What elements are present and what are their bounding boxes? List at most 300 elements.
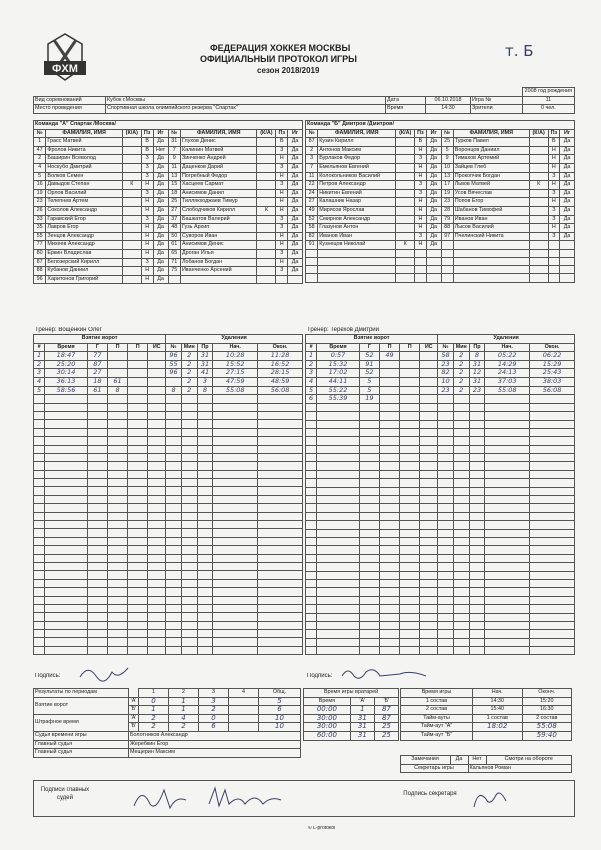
roster-cell bbox=[122, 267, 141, 276]
goal-cell bbox=[420, 369, 438, 378]
roster-cell bbox=[396, 155, 415, 164]
pen-cell bbox=[213, 579, 258, 587]
goal-cell bbox=[148, 646, 166, 654]
pen-cell bbox=[485, 403, 530, 411]
pen-cell bbox=[469, 554, 485, 562]
pen-cell bbox=[181, 529, 197, 537]
goal-cell bbox=[379, 596, 399, 604]
pen-cell: 31 bbox=[197, 360, 213, 369]
roster-cell: Н bbox=[415, 241, 427, 250]
roster-row bbox=[34, 163, 303, 172]
goal-cell: 87 bbox=[87, 360, 107, 369]
goal-cell bbox=[45, 445, 88, 453]
event-row bbox=[306, 445, 575, 453]
pen-cell bbox=[213, 437, 258, 445]
pen-cell bbox=[469, 647, 485, 655]
goal-cell bbox=[379, 546, 399, 554]
roster-cell: З bbox=[276, 215, 288, 224]
goal-cell bbox=[359, 647, 379, 655]
pen-b-total: 10 bbox=[259, 723, 301, 732]
roster-row bbox=[306, 258, 575, 266]
goal-cell bbox=[128, 546, 148, 554]
goal-cell bbox=[45, 403, 88, 411]
pen-cell: 06:22 bbox=[530, 352, 575, 361]
goal-cell: 55:39 bbox=[317, 395, 360, 404]
pen-cell bbox=[469, 571, 485, 579]
goal-cell bbox=[148, 521, 166, 529]
pen-cell: 2 bbox=[181, 360, 197, 369]
goal-cell bbox=[420, 428, 438, 436]
roster-cell bbox=[426, 266, 441, 274]
goal-cell bbox=[306, 563, 317, 571]
gt-label: Время игры bbox=[401, 689, 473, 698]
pen-col-header: Окон. bbox=[258, 343, 303, 352]
pen-cell bbox=[258, 571, 303, 579]
pen-cell bbox=[197, 512, 213, 520]
game-label: Игра № bbox=[471, 96, 523, 105]
goal-cell bbox=[148, 479, 166, 487]
roster-cell bbox=[529, 163, 548, 172]
roster-cell: Н bbox=[415, 215, 427, 224]
goal-cell bbox=[128, 588, 148, 596]
goal-cell bbox=[379, 621, 399, 629]
goal-cell bbox=[34, 646, 45, 654]
roster-cell: Н bbox=[548, 155, 560, 164]
roster-cell bbox=[529, 241, 548, 250]
signature-chief-1 bbox=[130, 782, 190, 814]
roster-cell: Да bbox=[426, 146, 441, 155]
pen-cell bbox=[213, 521, 258, 529]
goal-cell bbox=[45, 621, 88, 629]
event-row bbox=[306, 621, 575, 629]
goal-cell bbox=[107, 596, 127, 604]
goal-cell bbox=[400, 521, 420, 529]
goal-col-header: Время bbox=[45, 343, 88, 352]
roster-cell bbox=[257, 267, 276, 276]
pen-cell bbox=[197, 445, 213, 453]
pen-cell bbox=[166, 512, 182, 520]
goal-cell bbox=[420, 554, 438, 562]
roster-cell: Н bbox=[141, 241, 153, 250]
goal-cell: 5 bbox=[359, 377, 379, 386]
pen-cell: 12 bbox=[469, 369, 485, 378]
goal-cell bbox=[128, 630, 148, 638]
goal-cell bbox=[45, 462, 88, 470]
goal-col-header: Г bbox=[87, 343, 107, 352]
roster-cell bbox=[548, 274, 560, 282]
pen-cell bbox=[469, 445, 485, 453]
roster-cell: 17 bbox=[441, 181, 453, 190]
roster-cell: Тимахов Артемий bbox=[453, 155, 529, 164]
pen-cell bbox=[453, 605, 469, 613]
pen-cell: 8 bbox=[197, 386, 213, 395]
pen-cell bbox=[469, 420, 485, 428]
event-row bbox=[34, 646, 303, 654]
pen-cell: 58 bbox=[438, 352, 454, 361]
goal-cell bbox=[400, 563, 420, 571]
roster-cell: Н bbox=[415, 198, 427, 207]
pen-cell bbox=[258, 621, 303, 629]
chief-label-1: Главный судья bbox=[34, 740, 129, 749]
event-row bbox=[34, 546, 303, 554]
goal-cell bbox=[87, 470, 107, 478]
roster-cell: В bbox=[548, 138, 560, 147]
goal-cell bbox=[45, 428, 88, 436]
pen-cell bbox=[213, 495, 258, 503]
roster-cell: 77 bbox=[34, 241, 46, 250]
pen-cell bbox=[438, 412, 454, 420]
roster-cell bbox=[529, 138, 548, 147]
coach-b: Тренер: Терехов Дмитрий bbox=[307, 327, 379, 333]
gk-cell: 87 bbox=[374, 706, 398, 715]
roster-cell: Да bbox=[560, 206, 575, 215]
pen-cell bbox=[258, 420, 303, 428]
goal-cell bbox=[128, 571, 148, 579]
pen-cell bbox=[530, 420, 575, 428]
event-row bbox=[34, 462, 303, 470]
goal-cell bbox=[359, 554, 379, 562]
pen-cell bbox=[469, 613, 485, 621]
event-row bbox=[34, 411, 303, 419]
roster-cell bbox=[441, 241, 453, 250]
goal-cell bbox=[148, 470, 166, 478]
col-header: (К/А) bbox=[257, 129, 276, 138]
pen-cell bbox=[530, 428, 575, 436]
goal-cell bbox=[87, 596, 107, 604]
roster-cell bbox=[122, 155, 141, 164]
gk-cell: 00:00 bbox=[304, 706, 351, 715]
pen-cell: 27:15 bbox=[213, 369, 258, 378]
goal-cell bbox=[420, 596, 438, 604]
goal-cell bbox=[317, 596, 360, 604]
goal-cell bbox=[359, 521, 379, 529]
roster-row bbox=[306, 249, 575, 257]
pen-cell: 56:08 bbox=[258, 386, 303, 395]
goals-label: Взятие ворот bbox=[34, 335, 166, 344]
goal-cell bbox=[400, 437, 420, 445]
pen-cell bbox=[438, 403, 454, 411]
goal-cell bbox=[34, 437, 45, 445]
gk-cell: 31 bbox=[350, 731, 374, 740]
roster-cell bbox=[529, 258, 548, 266]
goal-cell bbox=[148, 411, 166, 419]
goal-cell bbox=[379, 647, 399, 655]
goal-cell bbox=[34, 596, 45, 604]
roster-cell bbox=[441, 249, 453, 257]
roster-cell: Гузь Архип bbox=[180, 224, 257, 233]
date-label: Дата bbox=[386, 96, 426, 105]
gk-cell: 1 bbox=[350, 706, 374, 715]
roster-cell: З bbox=[141, 172, 153, 181]
roster-cell bbox=[122, 206, 141, 215]
goal-cell bbox=[420, 403, 438, 411]
event-row bbox=[34, 386, 303, 395]
pen-cell bbox=[197, 621, 213, 629]
pen-cell bbox=[258, 546, 303, 554]
pen-cell bbox=[469, 395, 485, 404]
pen-cell: 2 bbox=[453, 352, 469, 361]
pen-cell bbox=[469, 638, 485, 646]
pen-cell: 8 bbox=[469, 352, 485, 361]
pen-cell bbox=[166, 495, 182, 503]
timeout-a-label: Тайм-аут "А" bbox=[401, 723, 473, 732]
pen-cell bbox=[453, 546, 469, 554]
goal-col-header: Время bbox=[317, 343, 360, 352]
roster-cell bbox=[453, 274, 529, 282]
roster-cell: Н bbox=[276, 172, 288, 181]
event-row bbox=[34, 470, 303, 478]
roster-row bbox=[306, 266, 575, 274]
roster-cell: 7 bbox=[306, 163, 318, 172]
remarks-yes: Да bbox=[450, 756, 468, 765]
roster-row bbox=[34, 215, 303, 224]
pen-cell bbox=[213, 613, 258, 621]
roster-row bbox=[306, 181, 575, 190]
gk-cell: 30:00 bbox=[304, 714, 351, 723]
pen-cell bbox=[258, 521, 303, 529]
pen-cell bbox=[166, 445, 182, 453]
goal-cell: 36:13 bbox=[45, 377, 88, 386]
pen-cell: 48:59 bbox=[258, 377, 303, 386]
goal-cell bbox=[107, 546, 127, 554]
goal-cell bbox=[379, 462, 399, 470]
pen-cell bbox=[181, 411, 197, 419]
roster-cell: Да bbox=[560, 232, 575, 241]
pen-cell: 2 bbox=[453, 369, 469, 378]
roster-cell bbox=[257, 155, 276, 164]
col-header: ФАМИЛИЯ, ИМЯ bbox=[318, 129, 396, 138]
pen-cell bbox=[258, 646, 303, 654]
goal-cell bbox=[45, 554, 88, 562]
goal-cell bbox=[306, 445, 317, 453]
roster-cell: Пчелинский Никита bbox=[453, 232, 529, 241]
roster-cell bbox=[529, 198, 548, 207]
pen-cell bbox=[530, 437, 575, 445]
goal-cell bbox=[379, 377, 399, 386]
pen-cell bbox=[197, 579, 213, 587]
pen-cell: 2 bbox=[453, 386, 469, 395]
goal-cell bbox=[379, 412, 399, 420]
goal-cell bbox=[107, 613, 127, 621]
col-header: Пз bbox=[141, 129, 153, 138]
fhm-logo bbox=[36, 28, 94, 86]
goal-cell bbox=[306, 470, 317, 478]
event-row bbox=[306, 403, 575, 411]
coach-a: Тренер: Вощенкин Олег bbox=[35, 327, 102, 333]
pen-cell bbox=[485, 613, 530, 621]
goal-cell bbox=[379, 470, 399, 478]
roster-row bbox=[306, 138, 575, 147]
goal-cell bbox=[45, 395, 88, 403]
goal-cell bbox=[359, 638, 379, 646]
goal-cell bbox=[317, 588, 360, 596]
pen-cell bbox=[453, 588, 469, 596]
roster-cell: К bbox=[257, 206, 276, 215]
roster-cell: Анисимов Денис bbox=[180, 241, 257, 250]
pen-cell bbox=[197, 604, 213, 612]
goal-cell bbox=[87, 487, 107, 495]
roster-cell: Н bbox=[548, 163, 560, 172]
roster-cell: 47 bbox=[34, 146, 46, 155]
pen-cell bbox=[181, 420, 197, 428]
pen-cell bbox=[197, 571, 213, 579]
goal-cell bbox=[45, 479, 88, 487]
pen-cell bbox=[213, 546, 258, 554]
pen-cell bbox=[453, 412, 469, 420]
roster-cell: Башкатов Валерий bbox=[180, 215, 257, 224]
roster-cell: З bbox=[415, 232, 427, 241]
events-team-a bbox=[33, 334, 303, 655]
goal-cell bbox=[148, 604, 166, 612]
goal-cell bbox=[420, 512, 438, 520]
event-row bbox=[34, 479, 303, 487]
goal-cell bbox=[400, 487, 420, 495]
roster-cell: Н bbox=[141, 249, 153, 258]
roster-cell bbox=[396, 138, 415, 147]
goal-cell bbox=[45, 588, 88, 596]
goal-cell bbox=[107, 529, 127, 537]
signature-secretary bbox=[470, 785, 510, 813]
roster-cell: Петров Александр bbox=[318, 181, 396, 190]
roster-cell: Н bbox=[415, 146, 427, 155]
pen-cell bbox=[166, 521, 182, 529]
roster-cell: Н bbox=[415, 206, 427, 215]
pen-cell bbox=[258, 588, 303, 596]
pen-cell bbox=[166, 554, 182, 562]
roster-cell bbox=[257, 258, 276, 267]
goal-cell bbox=[34, 411, 45, 419]
roster-cell: Даценков Дарий bbox=[180, 163, 257, 172]
goal-cell bbox=[420, 437, 438, 445]
goal-cell bbox=[87, 588, 107, 596]
goal-cell bbox=[359, 437, 379, 445]
pen-cell bbox=[453, 454, 469, 462]
period-results bbox=[33, 688, 301, 758]
goal-cell bbox=[379, 403, 399, 411]
goal-cell bbox=[128, 638, 148, 646]
goal-cell bbox=[400, 596, 420, 604]
roster-cell: З bbox=[276, 267, 288, 276]
goal-cell bbox=[107, 462, 127, 470]
goal-cell: 61 bbox=[87, 386, 107, 395]
pen-cell bbox=[213, 638, 258, 646]
pen-cell bbox=[469, 496, 485, 504]
goal-cell bbox=[107, 571, 127, 579]
sud-time-label: Судья времени игры bbox=[34, 731, 129, 740]
pen-cell: 15:52 bbox=[213, 360, 258, 369]
goal-cell bbox=[306, 512, 317, 520]
goal-cell: 1 bbox=[34, 352, 45, 361]
pen-cell bbox=[166, 420, 182, 428]
goal-cell bbox=[400, 420, 420, 428]
pen-cell bbox=[469, 403, 485, 411]
pen-cell bbox=[438, 512, 454, 520]
goal-cell bbox=[359, 613, 379, 621]
goal-cell bbox=[359, 454, 379, 462]
remarks-label: Замечания bbox=[400, 756, 450, 765]
roster-row bbox=[306, 155, 575, 164]
roster-cell: Суворов Иван bbox=[180, 232, 257, 241]
pen-cell bbox=[166, 395, 182, 403]
pen-cell: 2 bbox=[181, 386, 197, 395]
event-row bbox=[306, 630, 575, 638]
roster-cell: Н bbox=[276, 241, 288, 250]
pen-cell bbox=[197, 437, 213, 445]
goal-cell: 3 bbox=[34, 369, 45, 378]
event-row bbox=[34, 437, 303, 445]
goal-cell bbox=[45, 537, 88, 545]
goal-cell bbox=[128, 487, 148, 495]
comp-label: Вид соревнований bbox=[34, 96, 106, 105]
roster-cell bbox=[306, 258, 318, 266]
roster-cell bbox=[560, 241, 575, 250]
roster-cell: Да bbox=[288, 215, 303, 224]
col-header: № bbox=[34, 129, 46, 138]
goal-cell bbox=[87, 646, 107, 654]
gt-start: 15:40 bbox=[473, 706, 523, 715]
col-header: (К/А) bbox=[122, 129, 141, 138]
pen-cell bbox=[258, 395, 303, 403]
roster-cell bbox=[529, 266, 548, 274]
roster-cell: З bbox=[276, 249, 288, 258]
pen-cell: 16:52 bbox=[258, 360, 303, 369]
roster-cell: Да bbox=[153, 172, 168, 181]
roster-cell bbox=[257, 189, 276, 198]
gt-col-end: Оконч. bbox=[522, 689, 572, 698]
goal-cell bbox=[45, 437, 88, 445]
event-row bbox=[306, 386, 575, 395]
roster-row bbox=[34, 146, 303, 155]
goal-cell bbox=[420, 563, 438, 571]
secretary-label: Секретарь игры bbox=[400, 764, 468, 773]
goal-cell bbox=[87, 479, 107, 487]
goal-cell bbox=[128, 554, 148, 562]
goal-cell bbox=[317, 621, 360, 629]
goal-cell bbox=[87, 571, 107, 579]
roster-cell: 26 bbox=[34, 206, 46, 215]
goal-cell bbox=[400, 386, 420, 395]
roster-cell: З bbox=[415, 181, 427, 190]
goal-cell bbox=[148, 588, 166, 596]
goal-cell bbox=[107, 646, 127, 654]
roster-cell: Да bbox=[153, 224, 168, 233]
roster-cell: Да bbox=[560, 155, 575, 164]
pen-cell bbox=[166, 377, 182, 386]
goal-cell bbox=[420, 462, 438, 470]
pen-cell: 11:28 bbox=[258, 352, 303, 361]
pen-cell bbox=[197, 596, 213, 604]
goal-cell bbox=[400, 546, 420, 554]
pen-cell bbox=[485, 454, 530, 462]
roster-cell: Да bbox=[153, 215, 168, 224]
goal-cell bbox=[359, 630, 379, 638]
roster-cell bbox=[441, 258, 453, 266]
pen-cell: 47:59 bbox=[213, 377, 258, 386]
goal-cell bbox=[148, 360, 166, 369]
roster-cell: 88 bbox=[441, 224, 453, 233]
roster-cell bbox=[548, 258, 560, 266]
goal-cell bbox=[128, 604, 148, 612]
roster-cell: Да bbox=[153, 232, 168, 241]
pen-cell bbox=[485, 546, 530, 554]
pen-cell: 2 bbox=[181, 369, 197, 378]
goal-cell: 61 bbox=[107, 377, 127, 386]
goal-cell bbox=[400, 554, 420, 562]
goal-cell bbox=[306, 605, 317, 613]
roster-cell: Зинченко Андрей bbox=[180, 155, 257, 164]
goal-cell bbox=[317, 487, 360, 495]
event-row bbox=[306, 529, 575, 537]
